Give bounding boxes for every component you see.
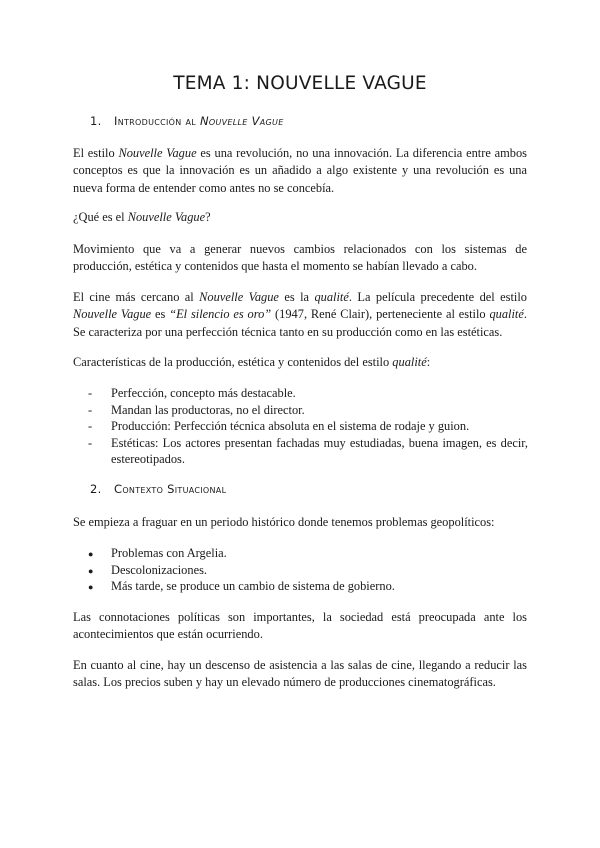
section-title-emphasis: Nouvelle Vague (200, 114, 284, 128)
list-item-text: Problemas con Argelia. (111, 546, 227, 560)
bullet-marker: ● (88, 565, 94, 576)
list-item-text: Más tarde, se produce un cambio de sistema de gobierno. (111, 579, 395, 594)
text-run: El estilo (73, 146, 119, 160)
text-run-italic: Nouvelle Vague (73, 307, 152, 322)
list-item-text: Perfección, concepto más destacable. (111, 386, 296, 400)
bullet-list (88, 545, 528, 595)
section-number: 2. (90, 482, 102, 496)
section-heading-2 (90, 482, 226, 496)
list-item-text: Descolonizaciones. (111, 562, 207, 577)
text-run: . Se caracteriza por una perfección técnica tanto en su producción como en las estéticas. (73, 307, 527, 339)
dash-marker: - (88, 402, 93, 417)
list-item (88, 418, 528, 435)
text-run: El cine más cercano al (73, 290, 200, 304)
text-run: es una revolución, no una innovación. La diferencia entre ambos conceptos es que la innovación es un añadido a algo existente y una revolución es una nueva forma de entender como antes no se concebía. (73, 146, 527, 195)
bullet-marker: ● (88, 582, 94, 593)
section-title: Contexto Situacional (114, 482, 227, 496)
list-item-text: Estéticas: Los actores presentan fachadas muy estudiadas, buena imagen, es decir, estereotipados. (111, 435, 528, 467)
list-item (88, 562, 528, 579)
paragraph-definition: Movimiento que va a generar nuevos cambios relacionados con los sistemas de producción, estética y contenidos que hasta el momento se habían llevado a cabo. (73, 242, 527, 274)
paragraph-context: Se empieza a fraguar en un periodo histórico donde tenemos problemas geopolíticos: (73, 515, 495, 529)
text-run-italic: “El silencio es oro” (169, 307, 272, 322)
paragraph-intro (73, 145, 527, 197)
text-run: es (151, 307, 170, 322)
text-run-italic: Nouvelle Vague (127, 210, 206, 224)
text-run: (1947, René Clair), perteneciente al estilo (271, 307, 490, 322)
text-run: es la (278, 290, 315, 304)
paragraph-characteristics (73, 354, 527, 371)
list-item-text: Mandan las productoras, no el director. (111, 402, 305, 417)
page-title: TEMA 1: NOUVELLE VAGUE (173, 73, 427, 94)
text-run-italic: Nouvelle Vague (118, 146, 197, 160)
dash-marker: - (88, 419, 93, 434)
dash-marker: - (88, 435, 93, 450)
text-run: : (426, 355, 431, 369)
list-item (88, 402, 528, 419)
text-run: ¿Qué es el (73, 210, 128, 224)
text-run: . La película precedente del estilo (348, 290, 527, 304)
bullet-marker: ● (88, 549, 94, 559)
text-run-italic: qualité (392, 355, 427, 369)
section-number: 1. (90, 114, 102, 128)
section-title-prefix: Introducción al (114, 114, 200, 128)
text-run: ? (205, 210, 211, 224)
paragraph-qualite (73, 289, 527, 341)
dash-list (88, 385, 528, 468)
section-heading-1 (90, 114, 284, 128)
list-item (88, 435, 528, 468)
paragraph-cinema: En cuanto al cine, hay un descenso de asistencia a las salas de cine, llegando a reducir las salas. Los precios suben y hay un elevado número de producciones cinematográficas. (73, 658, 527, 690)
list-item (88, 385, 528, 402)
list-item-text: Producción: Perfección técnica absoluta en el sistema de rodaje y guion. (111, 419, 470, 434)
text-run-italic: qualité (314, 290, 349, 304)
question-line (73, 209, 527, 226)
dash-marker: - (88, 386, 93, 400)
list-item (88, 578, 528, 595)
paragraph-politics: Las connotaciones políticas son importantes, la sociedad está preocupada ante los acontecimientos que están ocurriendo. (73, 610, 527, 642)
list-item (88, 545, 528, 562)
text-run: Características de la producción, estética y contenidos del estilo (73, 355, 393, 369)
text-run-italic: qualité (489, 307, 524, 322)
text-run-italic: Nouvelle Vague (199, 290, 279, 304)
